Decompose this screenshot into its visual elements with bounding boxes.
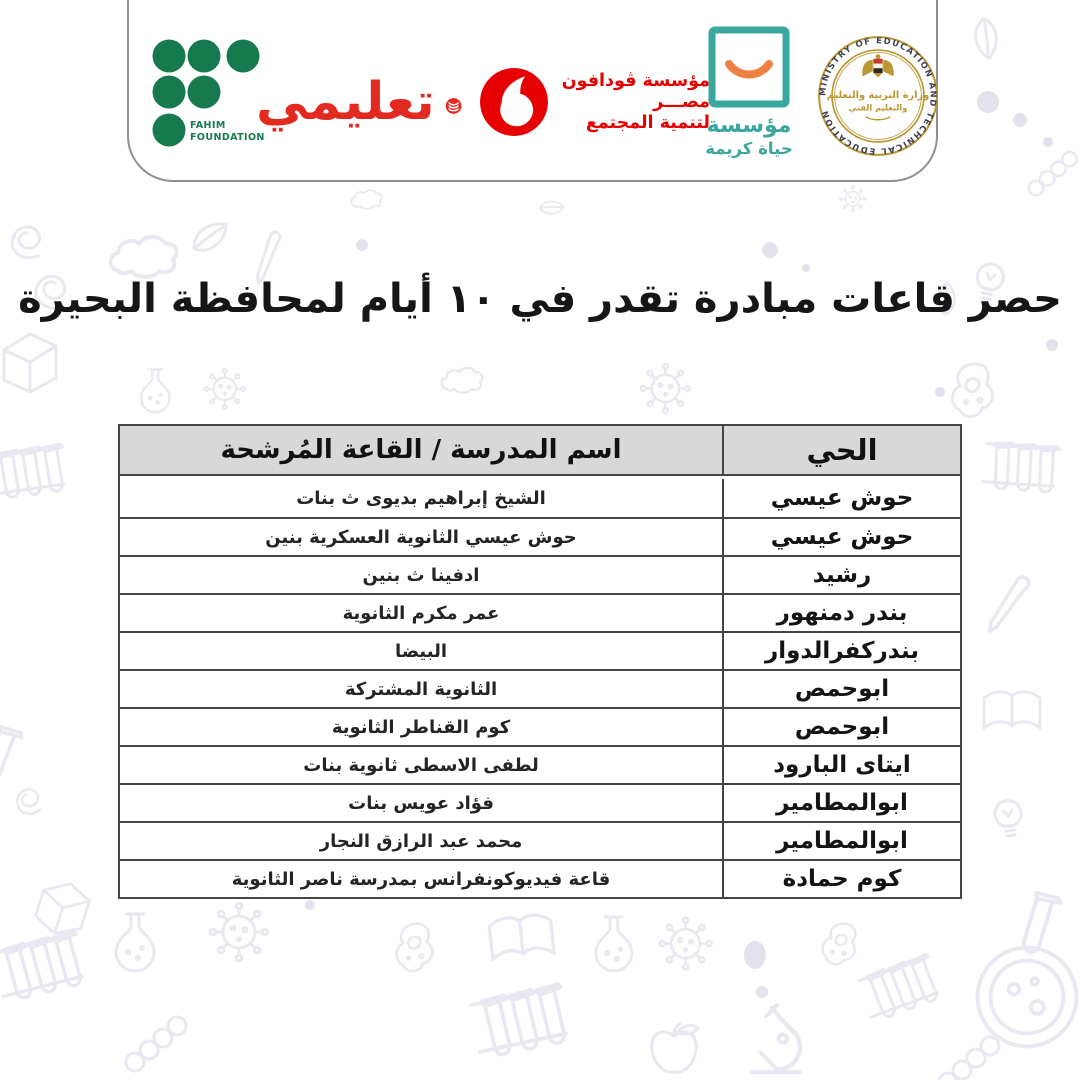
school-cell: ادفينا ث بنين [362, 564, 480, 586]
district-cell: كوم حمادة [722, 861, 960, 897]
fahim-foundation-logo [150, 38, 270, 160]
school-cell: البيضا [394, 640, 448, 662]
table-row [120, 821, 960, 859]
hayah-karima-logo [695, 26, 803, 160]
school-cell: عمر مكرم الثانوية [342, 602, 500, 624]
ministry-emblem-line1: وزارة التربية والتعليم [826, 90, 930, 102]
district-cell: رشيد [722, 557, 960, 593]
vodafone-foundation-logo [452, 52, 710, 152]
district-cell: حوش عيسي [722, 479, 960, 517]
fahim-foundation-name: FAHIM FOUNDATION [190, 120, 265, 143]
table-row [120, 555, 960, 593]
district-cell: ابوالمطامير [722, 823, 960, 859]
hayah-karima-name-line1: مؤسسة [706, 113, 792, 138]
smile-square-icon [695, 26, 803, 110]
halls-table [118, 424, 962, 899]
talimy-logo [256, 58, 462, 154]
school-cell: الشيخ إبراهيم بديوى ث بنات [296, 487, 546, 509]
district-cell: بندر دمنهور [722, 595, 960, 631]
column-header-district: الحي [722, 426, 960, 474]
column-header-school: اسم المدرسة / القاعة المُرشحة [220, 435, 622, 465]
talimy-wordmark: تعليمي [256, 72, 435, 132]
district-cell: حوش عيسي [722, 519, 960, 555]
table-row [120, 669, 960, 707]
school-cell: كوم القناطر الثانوية [331, 716, 511, 738]
vodafone-speechmark-icon [478, 66, 550, 138]
table-body [120, 479, 960, 897]
table-row [120, 517, 960, 555]
table-row [120, 631, 960, 669]
school-cell: فؤاد عويس بنات [348, 792, 494, 814]
table-row [120, 593, 960, 631]
ministry-of-education-seal [816, 34, 940, 158]
page-title: حصر قاعات مبادرة تقدر في ١٠ أيام لمحافظة البحيرة [18, 276, 1062, 322]
table-row [120, 707, 960, 745]
school-cell: الثانوية المشتركة [344, 678, 498, 700]
district-cell: ابوحمص [722, 709, 960, 745]
hayah-karima-name-line2: حياة كريمة [705, 139, 793, 159]
ministry-seal-icon [816, 34, 940, 158]
district-cell: ايتاى البارود [722, 747, 960, 783]
ministry-ring-text: MINISTRY OF EDUCATION AND TECHNICAL EDUCATION [817, 35, 939, 157]
district-cell: ابوالمطامير [722, 785, 960, 821]
table-header-row [120, 426, 960, 476]
district-cell: بندركفرالدوار [722, 633, 960, 669]
school-cell: حوش عيسي الثانوية العسكرية بنين [265, 526, 577, 548]
school-cell: محمد عبد الرازق النجار [319, 830, 523, 852]
district-cell: ابوحمص [722, 671, 960, 707]
table-row [120, 859, 960, 897]
school-cell: لطفى الاسطى ثانوية بنات [303, 754, 539, 776]
table-row [120, 783, 960, 821]
ministry-emblem-line2: والتعليم الفني [848, 102, 908, 113]
school-cell: قاعة فيديوكونفرانس بمدرسة ناصر الثانوية [231, 868, 611, 890]
table-row [120, 479, 960, 517]
vodafone-foundation-name: مؤسسة ڤودافون مصـــر لتنمية المجتمع [561, 70, 710, 133]
table-row [120, 745, 960, 783]
